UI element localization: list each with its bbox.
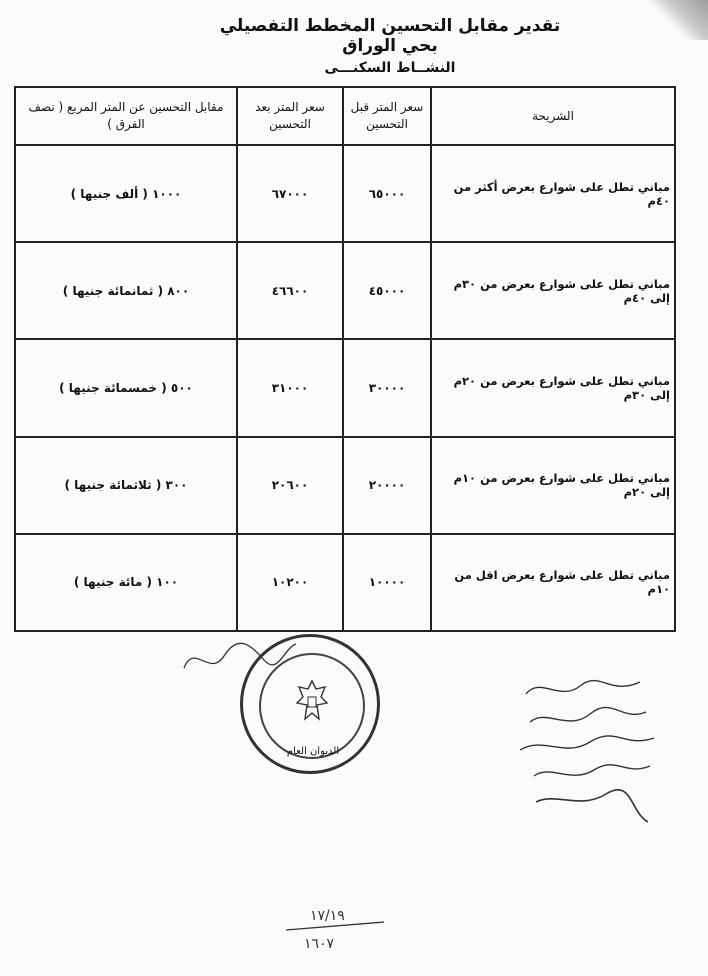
handwritten-note-top: ١٧/١٩ (310, 908, 345, 924)
document-subtitle: النشــاط السكنـــى (324, 60, 456, 76)
official-seal (240, 634, 380, 774)
table-row (15, 534, 675, 631)
header-improvement: مقابل التحسين عن المتر المربع ( نصف الفرق ) (15, 87, 237, 145)
cell-segment: مباني تطل على شوارع بعرض من ١٠م إلى ٢٠م (431, 437, 675, 534)
handwritten-note-bottom: ١٦٠٧ (304, 936, 335, 952)
cell-price-after: ٦٧٠٠٠ (237, 145, 343, 242)
cell-price-after: ١٠٢٠٠ (237, 534, 343, 631)
cell-price-before: ٤٥٠٠٠ (343, 242, 431, 339)
header-segment: الشريحة (431, 87, 675, 145)
page-corner-fold (648, 0, 708, 40)
cell-price-before: ٦٥٠٠٠ (343, 145, 431, 242)
cell-improvement: ١٠٠ ( مائة جنيها ) (15, 534, 237, 631)
handwritten-signatures (520, 672, 660, 842)
table-row (15, 242, 675, 339)
cell-price-after: ٤٦٦٠٠ (237, 242, 343, 339)
cell-improvement: ٨٠٠ ( ثمانمائة جنيها ) (15, 242, 237, 339)
cell-improvement: ٣٠٠ ( ثلاثمائة جنيها ) (15, 437, 237, 534)
cell-price-before: ٣٠٠٠٠ (343, 339, 431, 436)
header-price-before: سعر المتر قبل التحسين (343, 87, 431, 145)
document-title: تقدير مقابل التحسين المخطط التفصيلي بحي الوراق (219, 16, 561, 56)
pricing-table (14, 86, 676, 632)
cell-improvement: ٥٠٠ ( خمسمائة جنيها ) (15, 339, 237, 436)
cell-price-before: ٢٠٠٠٠ (343, 437, 431, 534)
table-header-row (15, 87, 675, 145)
cell-improvement: ١٠٠٠ ( ألف جنيها ) (15, 145, 237, 242)
cell-segment: مباني تطل على شوارع بعرض من ٢٠م إلى ٣٠م (431, 339, 675, 436)
table-row (15, 339, 675, 436)
seal-text: الديوان العام (286, 746, 340, 757)
table-row (15, 437, 675, 534)
cell-segment: مباني تطل على شوارع بعرض أكثر من ٤٠م (431, 145, 675, 242)
seal-inner-ring (259, 653, 365, 759)
cell-price-before: ١٠٠٠٠ (343, 534, 431, 631)
table-row (15, 145, 675, 242)
header-price-after: سعر المتر بعد التحسين (237, 87, 343, 145)
cell-price-after: ٢٠٦٠٠ (237, 437, 343, 534)
handwritten-bottom-notation (280, 896, 390, 956)
cell-segment: مباني تطل على شوارع بعرض اقل من ١٠م (431, 534, 675, 631)
cell-price-after: ٣١٠٠٠ (237, 339, 343, 436)
cell-segment: مباني تطل على شوارع بعرض من ٣٠م إلى ٤٠م (431, 242, 675, 339)
eagle-emblem-icon (295, 679, 329, 725)
